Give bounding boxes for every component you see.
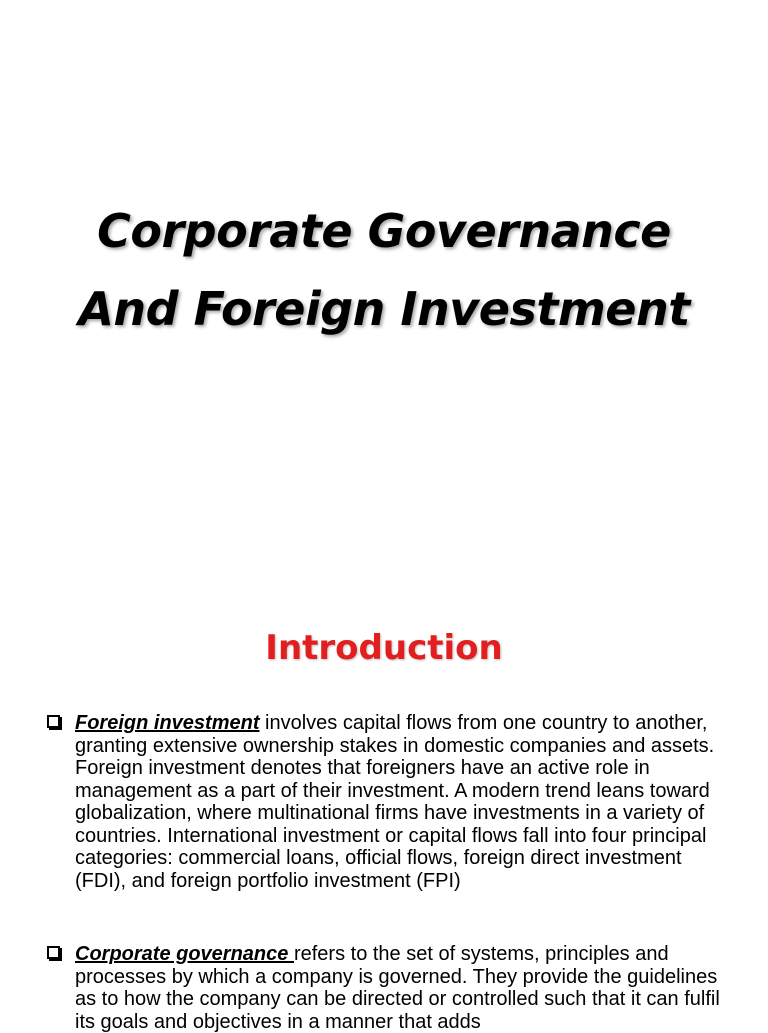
bullet-text xyxy=(75,712,737,892)
bullet-item-foreign-investment xyxy=(47,712,737,892)
checkbox-bullet-icon xyxy=(47,946,60,959)
bullet-body: refers to the set of systems, principles and processes by which a company is governed. They provide the guidelines as to how the company can be directed or controlled such that it can fulfil its goals and objectives in a manner that adds xyxy=(75,943,720,1033)
bullet-term: Corporate governance xyxy=(75,943,294,965)
slide-title xyxy=(0,192,768,348)
bullet-term: Foreign investment xyxy=(75,712,260,734)
section-heading: Introduction xyxy=(265,628,503,668)
title-line-2: And Foreign Investment xyxy=(78,282,690,336)
bullet-item-corporate-governance xyxy=(47,943,737,1033)
bullet-text xyxy=(75,943,737,1033)
title-line-1: Corporate Governance xyxy=(97,204,671,258)
checkbox-bullet-icon xyxy=(47,715,60,728)
bullet-body: involves capital flows from one country to another, granting extensive ownership stakes in domestic companies and assets. Foreign investment denotes that foreigners have an active role in management as a part of their investment. A modern trend leans toward globalization, where multinational firms have investments in a variety of countries. International investment or capital flows fall into four principal categories: commercial loans, official flows, foreign direct investment (FDI), and foreign portfolio investment (FPI) xyxy=(75,712,715,892)
